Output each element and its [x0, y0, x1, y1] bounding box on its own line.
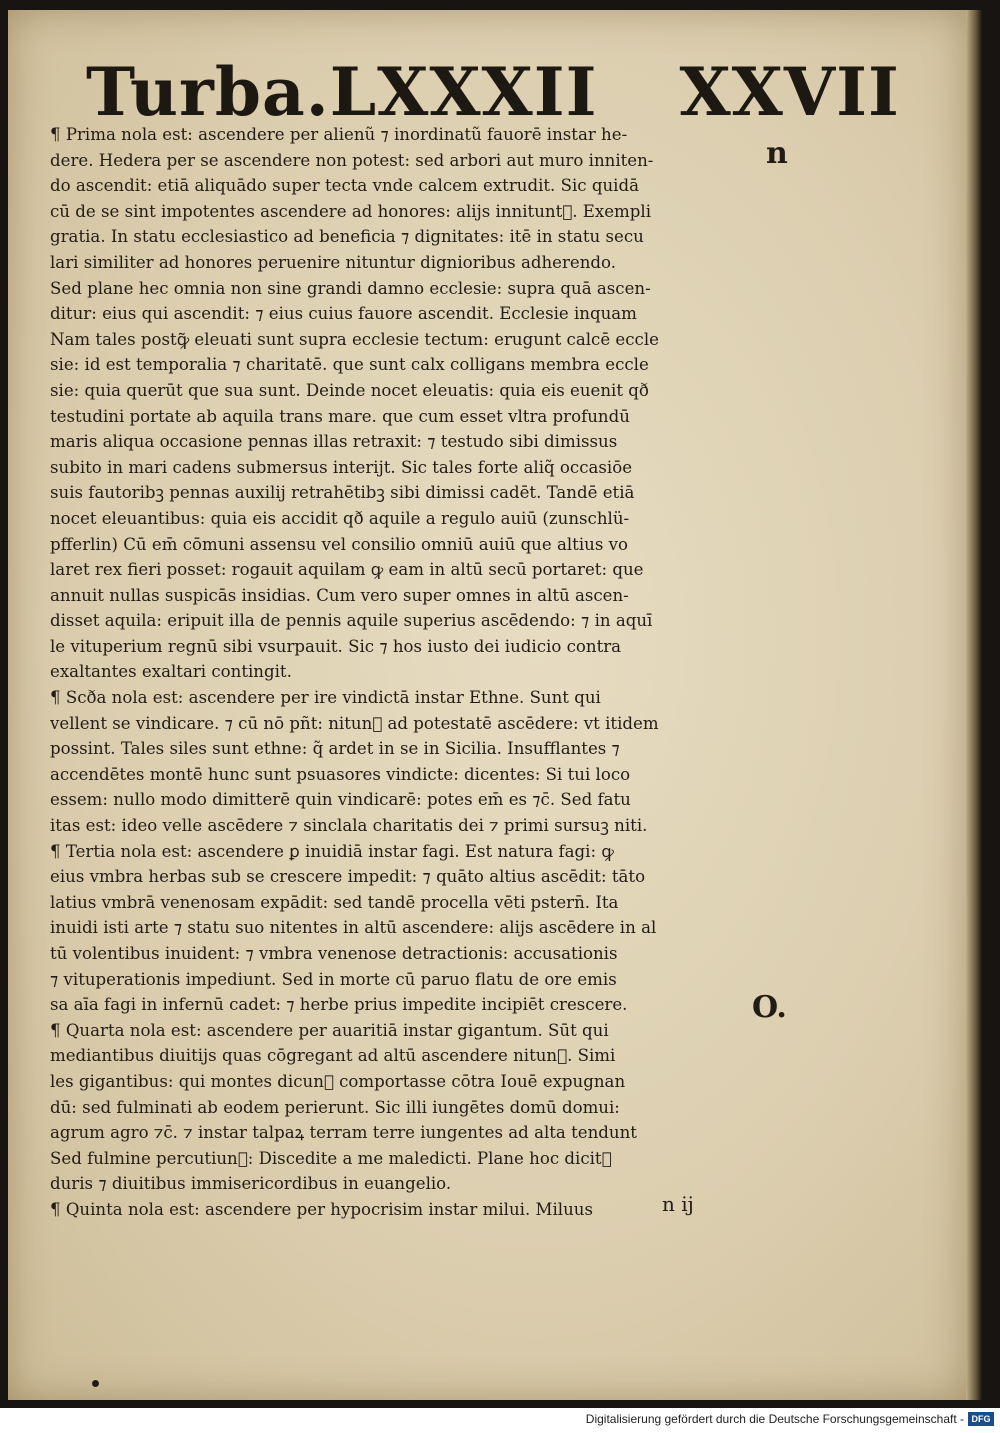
- text-line: maris aliqua occasione pennas illas retraxit: ⁊ testudo sibi dimissus: [50, 432, 618, 452]
- ink-dot: [92, 1380, 99, 1387]
- text-line: pfferlin) Cū em̄ cōmuni assensu vel consilio omniū auiū que altius vo: [50, 534, 628, 554]
- page-heading: [86, 52, 900, 132]
- text-line: le vituperium regnū sibi vsurpauit. Sic ⁊ hos iusto dei iudicio contra: [50, 636, 622, 656]
- text-line: essem: nullo modo dimitterē quin vindicarē: potes em̄ es ⁊c̄. Sed fatu: [50, 790, 631, 810]
- text-line: lari similiter ad honores peruenire nituntur dignioribus adherendo.: [50, 252, 617, 272]
- text-line: Sed fulmine percutiunᷣ: Discedite a me maledicti. Plane hoc dicitᷣ: [50, 1148, 612, 1168]
- text-line: agrum agro ⁊c̄. ⁊ instar talpaꝝ terram terre iungentes ad alta tendunt: [50, 1123, 637, 1143]
- text-line: annuit nullas suspicās insidias. Cum vero super omnes in altū ascen-: [50, 585, 629, 605]
- text-line: les gigantibus: qui montes dicunᷣ comportasse cōtra Iouē expugnan: [50, 1071, 626, 1091]
- text-line: tū volentibus inuident: ⁊ vmbra venenose detractionis: accusationis: [50, 944, 618, 963]
- dfg-logo-icon: DFG: [968, 1412, 994, 1426]
- text-line: vellent se vindicare. ⁊ cū nō pñt: nitunᷣ ad potestatē ascēdere: vt itidem: [50, 713, 659, 733]
- text-line: sie: id est temporalia ⁊ charitatē. que sunt calx colligans membra eccle: [50, 355, 649, 375]
- text-line: itas est: ideo velle ascēdere ⁊ sinclala charitatis dei ⁊ primi sursuꝫ niti.: [50, 816, 648, 836]
- text-line: suis fautoribꝫ pennas auxilij retrahētibꝫ sibi dimissi cadēt. Tandē etiā: [50, 483, 635, 503]
- footer-credit: Digitalisierung gefördert durch die Deutsche Forschungsgemeinschaft -: [585, 1412, 964, 1426]
- text-line: do ascendit: etiā aliquādo super tecta vnde calcem extrudit. Sic quidā: [50, 176, 639, 196]
- text-line: laret rex fieri posset: rogauit aquilam ꝙ eam in altū secū portaret: que: [50, 560, 644, 580]
- heading-title: Turba.LXXXII: [86, 53, 598, 131]
- text-line: sie: quia querūt que sua sunt. Deinde nocet eleuatis: quia eis euenit qð: [50, 380, 649, 400]
- text-line: sa aīa fagi in infernū cadet: ⁊ herbe prius impedite incipiēt crescere.: [50, 995, 628, 1015]
- text-line: ¶ Tertia nola est: ascendere ꝑ inuidiā instar fagi. Est natura fagi: ꝙ: [50, 841, 614, 861]
- text-line: duris ⁊ diuitibus immisericordibus in euangelio.: [50, 1174, 452, 1194]
- text-line: dū: sed fulminati ab eodem perierunt. Sic illi iungētes domū domui:: [50, 1097, 620, 1117]
- text-line: possint. Tales siles sunt ethne: q̃ ardet in se in Sicilia. Insufflantes ⁊: [50, 739, 620, 759]
- text-line: nocet eleuantibus: quia eis accidit qð aquile a regulo auiū (zunschlü-: [50, 508, 630, 528]
- text-line: ¶ Prima nola est: ascendere per alienũ ⁊ inordinatũ fauorē instar he-: [50, 125, 628, 144]
- text-line: Sed plane hec omnia non sine grandi damno ecclesie: supra quā ascen-: [50, 278, 651, 298]
- digitization-footer: [0, 1408, 1000, 1433]
- text-line: Nam tales postꝙ̃ eleuati sunt supra ecclesie tectum: erugunt calcē eccle: [50, 329, 659, 349]
- text-line: inuidi isti arte ⁊ statu suo nitentes in altū ascendere: alijs ascēdere in al: [50, 918, 657, 938]
- text-line: cū de se sint impotentes ascendere ad honores: alijs innituntᷣ. Exempli: [50, 201, 652, 221]
- text-line: ¶ Scða nola est: ascendere per ire vindictā instar Ethne. Sunt qui: [50, 688, 601, 708]
- text-line: ⁊ vituperationis impediunt. Sed in morte cū paruo flatu de ore emis: [50, 969, 617, 989]
- signature-mark: n ij: [662, 1192, 694, 1216]
- text-line: disset aquila: eripuit illa de pennis aquile superius ascēdendo: ⁊ in aquī: [50, 611, 653, 631]
- text-line: testudini portate ab aquila trans mare. que cum esset vltra profundū: [50, 406, 630, 426]
- margin-note-middle: O.: [752, 990, 787, 1025]
- margin-note-top: n: [766, 136, 788, 171]
- text-line: subito in mari cadens submersus interijt. Sic tales forte aliq̃ occasiōe: [50, 457, 633, 477]
- text-line: eius vmbra herbas sub se crescere impedit: ⁊ quāto altius ascēdit: tāto: [50, 867, 646, 887]
- text-line: exaltantes exaltari contingit.: [50, 662, 292, 682]
- text-line: gratia. In statu ecclesiastico ad beneficia ⁊ dignitates: itē in statu secu: [50, 227, 644, 247]
- text-line: dere. Hedera per se ascendere non potest: sed arbori aut muro inniten-: [50, 150, 654, 170]
- text-line: latius vmbrā venenosam expādit: sed tandē procella vēti pstern̄. Ita: [50, 892, 619, 912]
- heading-folio-number: XXVII: [679, 53, 900, 131]
- body-text-block: [50, 122, 765, 1223]
- text-line: accendētes montē hunc sunt psuasores vindicte: dicentes: Si tui loco: [50, 764, 631, 784]
- page-edge: [966, 10, 982, 1400]
- text-line: ¶ Quinta nola est: ascendere per hypocrisim instar milui. Miluus: [50, 1199, 594, 1219]
- text-line: ¶ Quarta nola est: ascendere per auaritiā instar gigantum. Sūt qui: [50, 1020, 609, 1040]
- text-line: mediantibus diuitijs quas cōgregant ad altū ascendere nitunᷣ. Simi: [50, 1046, 616, 1066]
- text-line: ditur: eius qui ascendit: ⁊ eius cuius fauore ascendit. Ecclesie inquam: [50, 304, 637, 324]
